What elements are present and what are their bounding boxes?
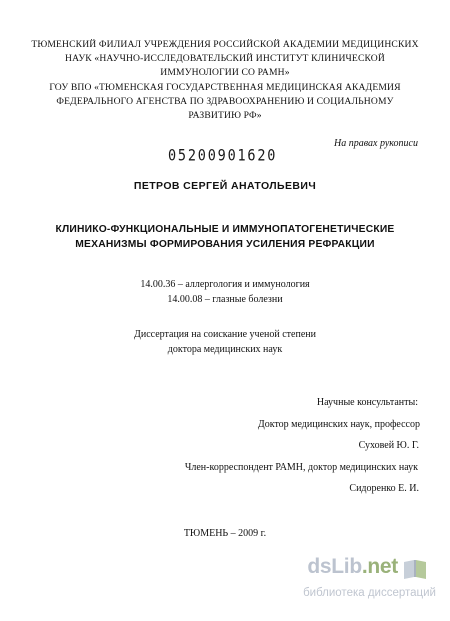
watermark-logo [307,555,398,579]
specialty-line: 14.00.36 – аллергология и иммунология [140,279,310,290]
consultants-label: Научные консультанты: [316,397,418,408]
title-line: КЛИНИКО-ФУНКЦИОНАЛЬНЫЕ И ИММУНОПАТОГЕНЕТИЧЕСКИЕ [55,224,395,235]
dslib-watermark[interactable] [276,555,436,609]
institution-line: ТЮМЕНСКИЙ ФИЛИАЛ УЧРЕЖДЕНИЯ РОССИЙСКОЙ АКАДЕМИИ МЕДИЦИНСКИХ [31,39,419,50]
watermark-subtitle: библиотека диссертаций [303,587,436,599]
book-icon [402,557,428,581]
institution-block [0,38,450,123]
specialty-line: 14.00.08 – глазные болезни [167,293,283,305]
consultants-block [0,392,420,500]
consultant-position: Член-корреспондент РАМН, доктор медицинских наук [184,461,418,473]
degree-line: доктора медицинских наук [167,343,283,355]
consultant-name: Сидоренко Е. И. [349,483,419,494]
degree-statement [0,328,450,357]
logo-tld: .net [361,555,398,578]
consultant-position: Доктор медицинских наук, профессор [257,418,420,430]
institution-line: НАУК «НАУЧНО-ИССЛЕДОВАТЕЛЬСКИЙ ИНСТИТУТ КЛИНИЧЕСКОЙ [65,53,385,65]
institution-line: ГОУ ВПО «ТЮМЕНСКАЯ ГОСУДАРСТВЕННАЯ МЕДИЦИНСКАЯ АКАДЕМИЯ [49,81,401,93]
author-name: ПЕТРОВ СЕРГЕЙ АНАТОЛЬЕВИЧ [133,180,317,192]
rights-note: На правах рукописи [334,138,418,149]
specialties [0,278,450,307]
institution-line: ФЕДЕРАЛЬНОГО АГЕНСТВА ПО ЗДРАВООХРАНЕНИЮ И СОЦИАЛЬНОМУ [56,95,394,107]
dissertation-title [0,222,450,252]
institution-line: РАЗВИТИЮ РФ» [188,110,262,122]
title-line: МЕХАНИЗМЫ ФОРМИРОВАНИЯ УСИЛЕНИЯ РЕФРАКЦИИ [75,239,375,250]
registration-number-stamp: 05200901620 [168,146,278,166]
degree-line: Диссертация на соискание ученой степени [134,329,316,340]
consultant-name: Суховей Ю. Г. [358,440,419,451]
logo-main: dsLib [307,555,362,578]
institution-line: ИММУНОЛОГИИ СО РАМН» [160,67,290,79]
city-year: ТЮМЕНЬ – 2009 г. [183,528,267,539]
